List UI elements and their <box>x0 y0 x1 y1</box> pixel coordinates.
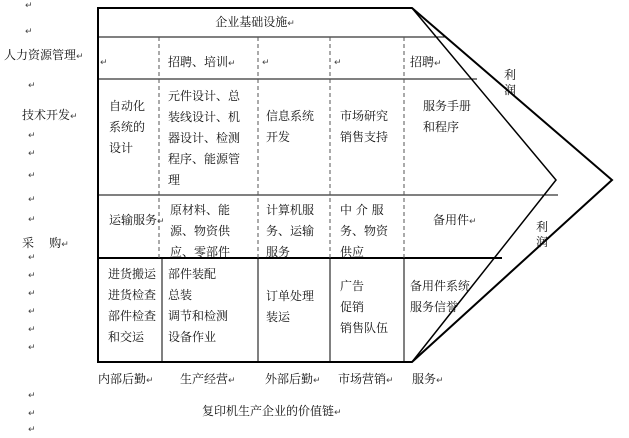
paragraph-mark: ↵ <box>28 343 36 353</box>
paragraph-mark: ↵ <box>28 325 36 335</box>
margin-label-top: 利 润 <box>503 68 516 97</box>
paragraph-mark: ↵ <box>25 1 33 11</box>
paragraph-mark: ↵ <box>28 271 36 281</box>
purchase-inbound-cell: 运输服务↵ <box>109 213 165 227</box>
hr-service-cell: 招聘↵ <box>410 55 442 69</box>
paragraph-mark: ↵ <box>25 27 33 37</box>
paragraph-mark: ↵ <box>100 58 108 68</box>
side-label-hr: 人力资源管理↵ <box>4 48 84 62</box>
paragraph-mark: ↵ <box>28 253 36 263</box>
paragraph-mark: ↵ <box>28 81 36 91</box>
tech-inbound-cell: 自动化 系统的 设计 <box>109 99 146 155</box>
purchase-marketing-cell: 中 介 服 务、物资 供应 <box>340 203 389 259</box>
primary-marketing-cell: 广告 促销 销售队伍 <box>340 279 389 335</box>
paragraph-mark: ↵ <box>28 149 36 159</box>
infrastructure-label: 企业基础设施↵ <box>215 15 295 29</box>
paragraph-mark: ↵ <box>28 409 36 419</box>
paragraph-mark: ↵ <box>28 307 36 317</box>
primary-label-outbound: 外部后勤↵ <box>265 372 321 386</box>
tech-outbound-cell: 信息系统 开发 <box>266 109 315 144</box>
paragraph-mark: ↵ <box>28 171 36 181</box>
side-label-purchase: 采 购↵ <box>22 236 69 250</box>
tech-marketing-cell: 市场研究 销售支持 <box>340 109 389 144</box>
paragraph-mark: ↵ <box>334 58 342 68</box>
primary-operations-cell: 部件装配 总装 调节和检测 设备作业 <box>168 267 229 344</box>
primary-label-marketing: 市场营销↵ <box>338 372 394 386</box>
paragraph-mark: ↵ <box>28 289 36 299</box>
paragraph-mark: ↵ <box>28 131 36 141</box>
margin-label-bottom: 利 润 <box>535 220 548 249</box>
primary-label-inbound: 内部后勤↵ <box>98 372 154 386</box>
diagram-caption: 复印机生产企业的价值链↵ <box>202 404 342 418</box>
paragraph-mark: ↵ <box>262 58 270 68</box>
tech-service-cell: 服务手册 和程序 <box>423 99 472 134</box>
primary-label-service: 服务↵ <box>412 372 444 386</box>
hr-operations-cell: 招聘、培训↵ <box>168 55 236 69</box>
purchase-operations-cell: 原材料、能 源、物资供 应、零部件 <box>170 203 231 259</box>
tech-operations-cell: 元件设计、总 装线设计、机 器设计、检测 程序、能源管 理 <box>168 89 241 187</box>
purchase-service-cell: 备用件↵ <box>433 213 477 227</box>
paragraph-mark: ↵ <box>28 391 36 401</box>
paragraph-mark: ↵ <box>28 195 36 205</box>
primary-service-cell: 备用件系统 服务信誉 <box>410 279 471 314</box>
primary-label-operations: 生产经营↵ <box>180 372 236 386</box>
purchase-outbound-cell: 计算机服 务、运输 服务 <box>266 203 315 259</box>
paragraph-mark: ↵ <box>28 215 36 225</box>
paragraph-mark: ↵ <box>28 425 36 435</box>
primary-outbound-cell: 订单处理 装运 <box>266 289 315 324</box>
side-label-tech: 技术开发↵ <box>22 108 78 122</box>
primary-inbound-cell: 进货搬运 进货检查 部件检查 和交运 <box>108 267 157 344</box>
